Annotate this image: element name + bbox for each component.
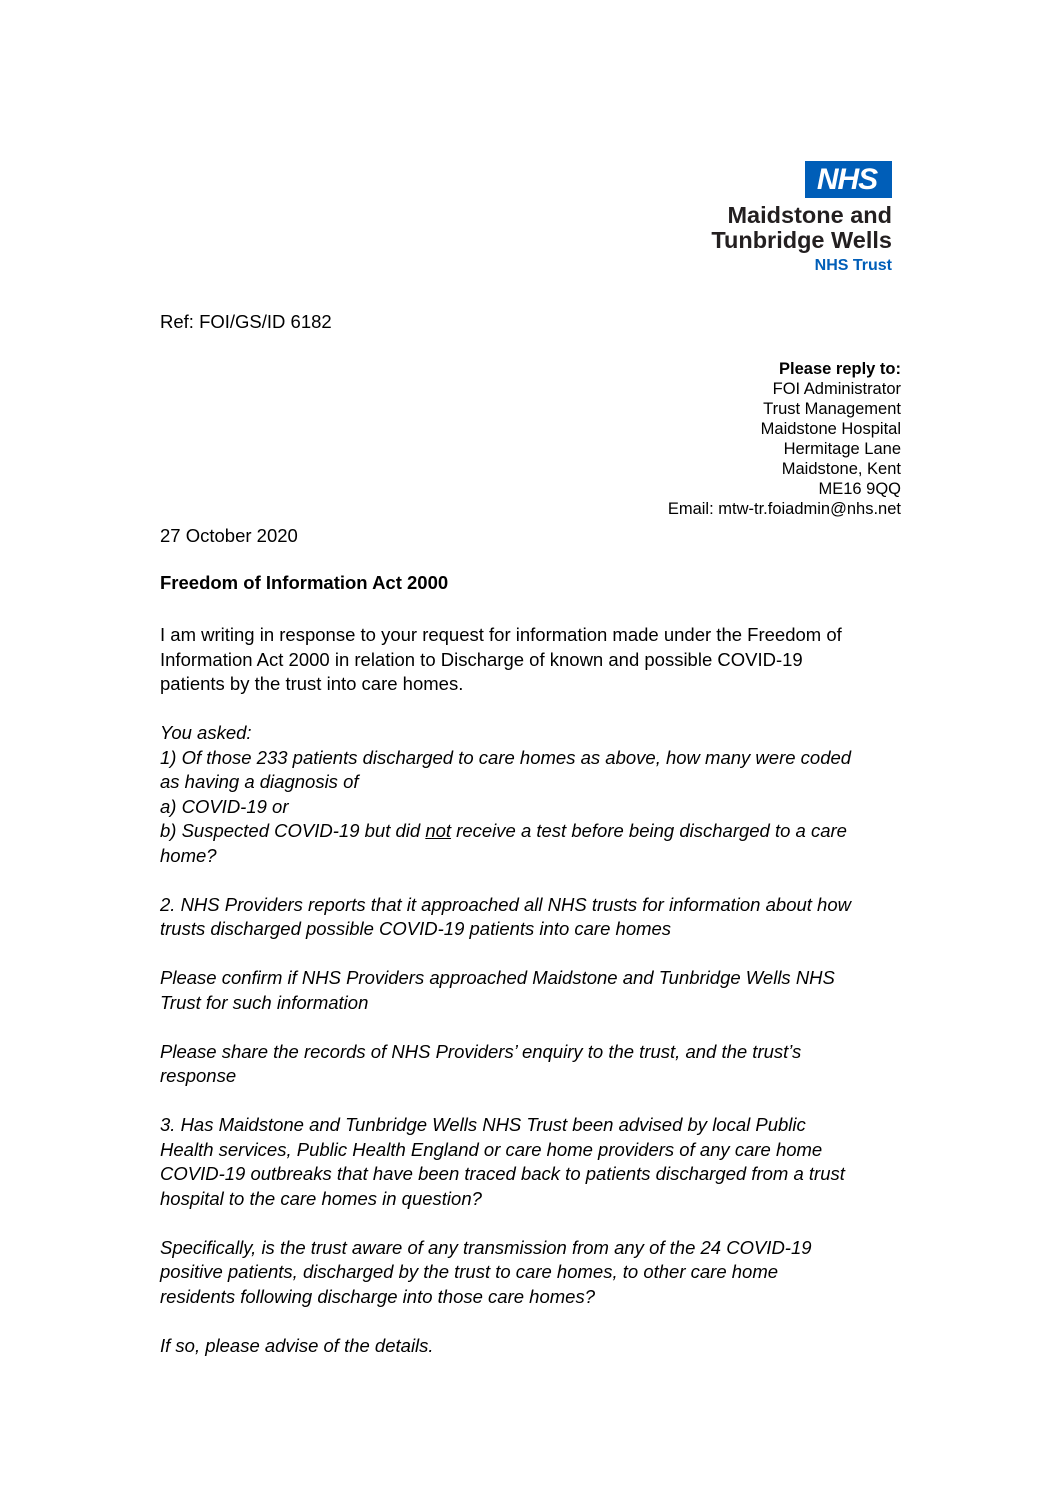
q1-line: 1) Of those 233 patients discharged to care homes as above, how many were coded as having a diagnosis of [160, 746, 852, 792]
nhs-logo [711, 161, 892, 275]
reply-to-line: Maidstone Hospital [760, 420, 901, 438]
letter-date: 27 October 2020 [160, 525, 298, 546]
q1b-pre: b) Suspected COVID-19 but did [160, 820, 426, 841]
reply-to-email: Email: mtw-tr.foiadmin@nhs.net [667, 500, 901, 518]
you-asked-line: You asked: [160, 722, 252, 743]
reply-to-line: ME16 9QQ [818, 480, 901, 498]
request-question-2: 2. NHS Providers reports that it approached all NHS trusts for information about how trusts discharged possible COVID-19 patients into care homes [160, 893, 851, 939]
request-q2-confirm: Please confirm if NHS Providers approached Maidstone and Tunbridge Wells NHS Trust for such information [160, 967, 835, 1013]
request-q2-share: Please share the records of NHS Providers’ enquiry to the trust, and the trust’s response [160, 1040, 802, 1086]
reply-to-line: Trust Management [763, 400, 901, 418]
letter-body [160, 623, 852, 1383]
request-question-3: 3. Has Maidstone and Tunbridge Wells NHS Trust been advised by local Public Health services, Public Health England or care home providers of any care home COVID-19 outbreaks that have been traced back to patients discharged from a trust hospital to the care homes in question? [160, 1114, 845, 1209]
q1b-line [160, 819, 852, 868]
nhs-logo-icon [805, 161, 892, 198]
request-question-1 [160, 721, 852, 868]
q1b-post: receive a test before being discharged to a care home? [160, 820, 847, 866]
org-name [711, 203, 892, 253]
request-q3-details: If so, please advise of the details. [160, 1334, 434, 1356]
letter-heading: Freedom of Information Act 2000 [160, 572, 449, 593]
q1b-underlined-word: not [425, 820, 452, 841]
intro-paragraph: I am writing in response to your request for information made under the Freedom of Information Act 2000 in relation to Discharge of known and possible COVID-19 patients by the trust into care homes. [160, 624, 842, 694]
reply-to-line: Hermitage Lane [783, 440, 901, 458]
reply-to-label: Please reply to: [779, 360, 901, 378]
nhs-logo-text: NHS [816, 162, 878, 196]
reference-number: Ref: FOI/GS/ID 6182 [160, 311, 332, 332]
reply-to-line: Maidstone, Kent [781, 460, 901, 478]
request-q3-specific: Specifically, is the trust aware of any transmission from any of the 24 COVID-19 positive patients, discharged by the trust to care homes, to other care home residents following discharge into those care homes? [160, 1236, 812, 1307]
nhs-trust-label: NHS Trust [814, 257, 892, 274]
org-name-line1: Maidstone and [727, 202, 892, 228]
reply-to-line: FOI Administrator [772, 380, 901, 398]
org-name-line2: Tunbridge Wells [711, 227, 892, 253]
request-section [160, 721, 852, 1358]
reply-to-block [668, 359, 901, 519]
q1a-line: a) COVID-19 or [160, 795, 289, 817]
